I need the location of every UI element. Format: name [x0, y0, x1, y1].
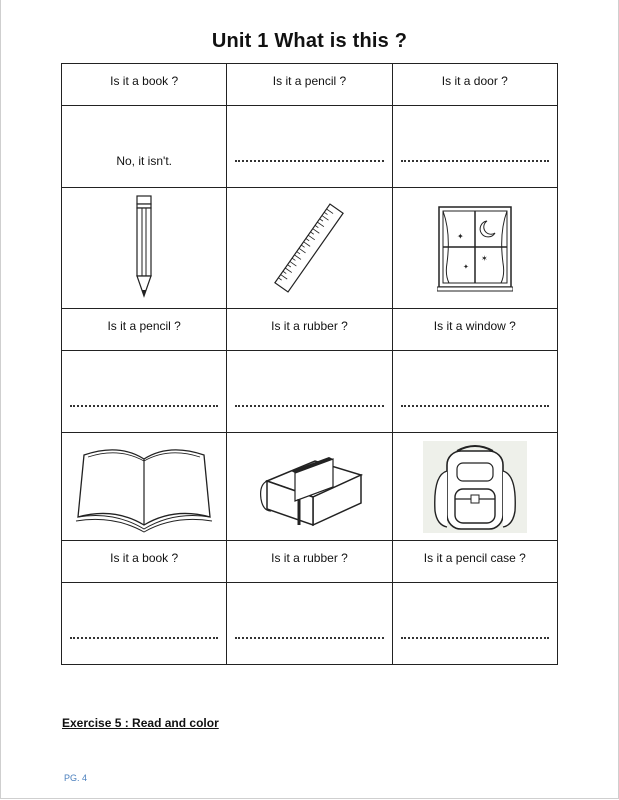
answer-cell[interactable]	[392, 583, 557, 665]
worksheet-table	[61, 63, 558, 665]
image-cell	[62, 433, 227, 541]
question-text: Is it a rubber ?	[271, 319, 348, 333]
question-cell	[227, 64, 392, 106]
question-cell	[62, 64, 227, 106]
backpack-drawing	[423, 441, 527, 533]
answer-row	[62, 583, 558, 665]
question-cell	[62, 541, 227, 583]
book-drawing	[74, 441, 214, 533]
dotted-answer-line[interactable]	[70, 635, 218, 639]
svg-text:✶: ✶	[480, 254, 488, 263]
question-text: Is it a window ?	[433, 319, 516, 333]
question-row	[62, 541, 558, 583]
page-number: PG. 4	[64, 773, 88, 783]
answer-cell[interactable]	[392, 351, 557, 433]
image-row	[62, 188, 558, 309]
question-cell	[227, 309, 392, 351]
question-text: Is it a book ?	[110, 74, 179, 88]
question-text: Is it a rubber ?	[271, 551, 348, 565]
window-drawing	[437, 203, 513, 293]
answer-row	[62, 106, 558, 188]
question-cell	[392, 64, 557, 106]
answer-cell	[62, 106, 227, 188]
answer-text: No, it isn't.	[116, 154, 172, 168]
image-row	[62, 433, 558, 541]
image-cell	[392, 188, 557, 309]
image-cell	[227, 188, 392, 309]
question-text: Is it a pencil case ?	[423, 551, 526, 565]
question-text: Is it a book ?	[110, 551, 179, 565]
dotted-answer-line[interactable]	[235, 635, 383, 639]
question-cell	[392, 309, 557, 351]
svg-text:✦: ✦	[462, 263, 469, 271]
dotted-answer-line[interactable]	[235, 158, 383, 162]
svg-text:✦: ✦	[456, 232, 464, 241]
question-text: Is it a door ?	[441, 74, 508, 88]
image-cell	[62, 188, 227, 309]
rubber-drawing	[249, 441, 369, 533]
dotted-answer-line[interactable]	[401, 158, 549, 162]
page-title: Unit 1 What is this ?	[211, 30, 408, 52]
pencil-drawing	[124, 194, 164, 302]
question-cell	[392, 541, 557, 583]
answer-cell[interactable]	[227, 106, 392, 188]
question-row	[62, 64, 558, 106]
image-cell	[227, 433, 392, 541]
question-cell	[227, 541, 392, 583]
dotted-answer-line[interactable]	[235, 403, 383, 407]
dotted-answer-line[interactable]	[401, 403, 549, 407]
answer-cell[interactable]	[62, 351, 227, 433]
question-text: Is it a pencil ?	[272, 74, 347, 88]
answer-cell[interactable]	[227, 351, 392, 433]
answer-cell[interactable]	[227, 583, 392, 665]
answer-cell[interactable]	[62, 583, 227, 665]
answer-cell[interactable]	[392, 106, 557, 188]
question-row	[62, 309, 558, 351]
image-cell	[392, 433, 557, 541]
dotted-answer-line[interactable]	[401, 635, 549, 639]
exercise-heading: Exercise 5 : Read and color	[62, 716, 219, 730]
dotted-answer-line[interactable]	[70, 403, 218, 407]
question-cell	[62, 309, 227, 351]
question-text: Is it a pencil ?	[107, 319, 181, 333]
ruler-drawing	[269, 198, 349, 298]
answer-row	[62, 351, 558, 433]
